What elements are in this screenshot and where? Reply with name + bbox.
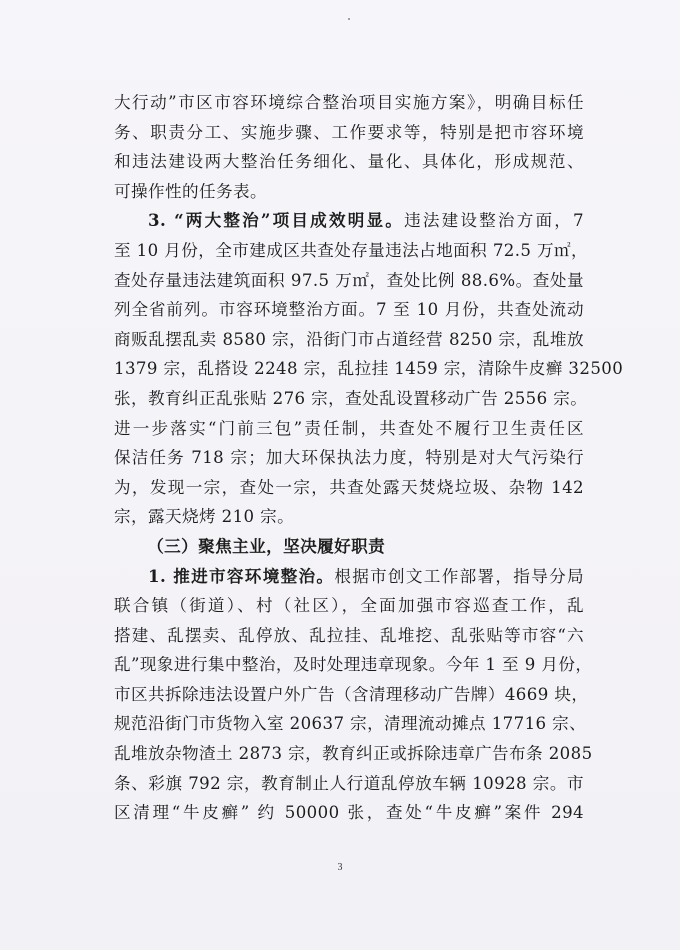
- text-line: 至 10 月份，全市建成区共查处存量违法占地面积 72.5 万㎡，: [114, 240, 589, 260]
- text-line: [114, 562, 584, 592]
- text-line: 大行动”市区市容环境综合整治项目实施方案》，明确目标任: [114, 93, 584, 112]
- paragraph-two-rectifications-results: [114, 206, 624, 532]
- section-heading: （三）聚焦主业，坚决履好职责: [147, 535, 386, 556]
- text-line: 进一步落实“门前三包”责任制，共查处不履行卫生责任区: [114, 418, 584, 438]
- text-line: 可操作性的任务表。: [114, 181, 267, 201]
- page-number: 3: [337, 862, 343, 873]
- text-line: 乱”现象进行集中整治，及时处理违章现象。今年 1 至 9 月份，: [114, 655, 593, 675]
- text-line: 区清理“牛皮癣” 约 50000 张，查处“牛皮癣”案件 294: [114, 803, 584, 823]
- text-line: 列全省前列。市容环境整治方面。7 至 10 月份，共查处流动: [114, 300, 584, 320]
- paragraph-heading: 1. 推进市容环境整治。: [148, 565, 335, 586]
- text-line: [114, 206, 584, 236]
- scan-speck: [348, 18, 350, 20]
- text-line: 保洁任务 718 宗；加大环保执法力度，特别是对大气污染行: [114, 448, 584, 468]
- text-line: 1379 宗，乱搭设 2248 宗，乱拉挂 1459 宗，清除牛皮癣 32500: [114, 359, 624, 379]
- text-line: 联合镇（街道）、村（社区），全面加强市容巡查工作，乱: [114, 596, 584, 616]
- text-line: 务、职责分工、实施步骤、工作要求等，特别是把市容环境: [114, 122, 584, 142]
- text-line: 商贩乱摆乱卖 8580 宗，沿街门市占道经营 8250 宗，乱堆放: [114, 329, 584, 349]
- document-body: [114, 88, 624, 828]
- text-line: 为，发现一宗，查处一宗，共查处露天焚烧垃圾、杂物 142: [114, 477, 584, 497]
- text-line: 张，教育纠正乱张贴 276 宗，查处乱设置移动广告 2556 宗。: [114, 388, 588, 408]
- paragraph-text: 违法建设整治方面，7: [404, 211, 584, 231]
- paragraph-text: 根据市创文工作部署，指导分局: [334, 566, 584, 586]
- paragraph-city-appearance-rectification: [114, 562, 593, 828]
- text-line: 乱堆放杂物渣土 2873 宗，教育纠正或拆除违章广告布条 2085: [114, 744, 593, 764]
- text-line: 规范沿街门市货物入室 20637 宗，清理流动摊点 17716 宗、: [114, 714, 587, 734]
- paragraph-heading: 3. “两大整治”项目成效明显。: [148, 210, 405, 231]
- text-line: 搭建、乱摆卖、乱停放、乱拉挂、乱堆挖、乱张贴等市容“六: [114, 625, 584, 645]
- text-line: 条、彩旗 792 宗，教育制止人行道乱停放车辆 10928 宗。市: [114, 773, 584, 793]
- paragraph-implementation-plan: [114, 88, 584, 206]
- text-line: 市区共拆除违法设置户外广告（含清理移动广告牌）4669 块，: [114, 684, 589, 704]
- text-line: 宗，露天烧烤 210 宗。: [114, 507, 295, 527]
- text-line: 和违法建设两大整治任务细化、量化、具体化，形成规范、: [114, 152, 584, 172]
- text-line: 查处存量违法建筑面积 97.5 万㎡，查处比例 88.6%。查处量: [114, 270, 584, 290]
